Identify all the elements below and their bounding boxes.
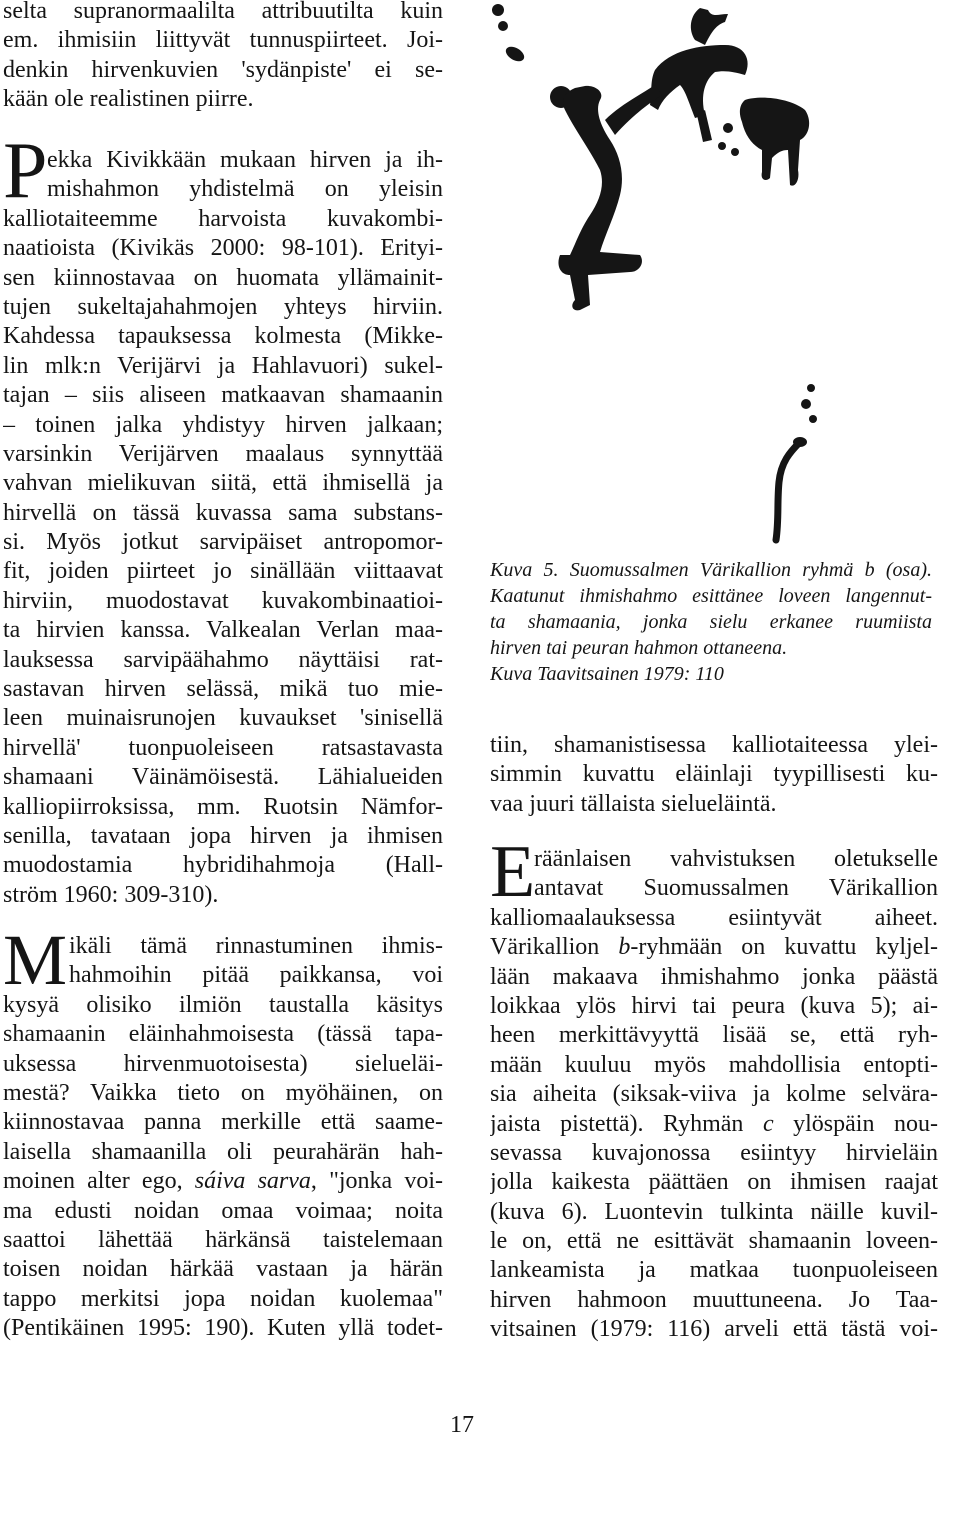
text-line: ström 1960: 309-310). [3,881,219,908]
text-line: lauksessa sarvipäähahmo näyttäisi rat- [3,646,443,673]
text-line: Kahdessa tapauksessa kolmesta (Mikke- [3,323,443,350]
text-line: selta supranormaalilta attribuutilta kuin [3,0,443,24]
text-line: toisen noidan härkää vastaan ja härän [3,1256,443,1283]
paragraph-lines [490,731,938,819]
paint-dot [503,44,526,64]
text-line: ta hirvien kanssa. Valkealan Verlan maa- [3,617,443,644]
text-line: laisella shamaanilla oli peurahärän hah- [3,1138,443,1165]
paint-dot [807,384,815,392]
text-line: shamaani Väinämöisestä. Lähialueiden [3,764,443,791]
text-line: tajan – siis aliseen matkaavan shamaanin [3,382,443,409]
paragraph-lines [490,845,938,1345]
text-span: Värikallion [490,934,619,961]
paragraph-5 [490,831,938,1345]
paint-dot [731,148,739,156]
text-line: mään kuuluu myös mahdollisia entopti- [490,1051,938,1078]
text-line: hirvellä on tässä kuvassa sama substans- [3,499,443,526]
text-line: hirviin, muodostavat kuvakombinaatioi- [3,587,443,614]
text-line: kalliotaiteemme harvoista kuvakombi- [3,205,443,232]
text-line: heen merkittävyyttä lisää se, että ryh- [490,1022,938,1049]
paint-dot [718,142,726,150]
page-number: 17 [450,1412,474,1438]
text-line: (kuva 6). Luontevin tulkinta näille kuvil- [490,1198,938,1225]
text-line: kään ole realistinen piirre. [3,86,254,113]
text-line: lankeamista ja matkaa tuonpuoleiseen [490,1257,938,1284]
text-line: muodostamia hybridihahmoja (Hall- [3,852,443,879]
rock-painting-figure [488,0,960,560]
text-line: vahvan mielikuvan siitä, että ihmisellä ja [3,470,443,497]
caption-lines [490,557,932,583]
paint-dot [498,21,508,31]
text-line: denkin hirvenkuvien 'sydänpiste' ei se- [3,56,443,83]
drop-cap: E [490,831,536,913]
text-line: jolla kaikesta päättäen on ihmisen raajat [490,1169,938,1196]
caption-credit [490,661,932,687]
elk-leg-shape [697,110,712,142]
text-line: lään makaava ihmishahmo jonka päästä [490,963,938,990]
text-line [490,933,938,962]
elk-antler-shape [691,8,728,45]
text-line: ta shamaania, jonka sielu erkanee ruumiista [490,611,932,633]
text-line: vaa juuri tällaista sielueläintä. [490,790,777,817]
text-line: tujen sukeltajahahmojen yhteys hirviin. [3,293,443,320]
text-line: Kuva Taavitsainen 1979: 110 [490,663,724,685]
leaping-elk-shape [650,45,748,118]
italic-text: c [762,1110,774,1137]
text-line: ma edusti noidan omaa voimaa; noita [3,1197,443,1224]
text-line: tiin, shamanistisessa kalliotaiteessa ylei- [490,732,938,758]
italic-text: b [618,934,631,961]
text-line: uksessa hirvenmuotoisesta) sielueläi- [3,1050,443,1077]
text-line: kiinnostavaa panna merkille että saame- [3,1109,443,1136]
text-line [3,1167,443,1196]
text-line: vitsainen (1979: 116) arveli että tästä voi- [490,1316,938,1343]
text-line: kysyä olisiko ilmiön taustalla käsitys [3,991,443,1018]
zigzag-line-shape [776,442,800,540]
text-line: räänlaisen vahvistuksen oletukselle [534,846,938,872]
paragraph-lines [3,146,443,910]
animal-shape [740,98,809,186]
text-line: naatioista (Kivikäs 2000: 98-101). Erityi- [3,235,443,262]
human-limb-shape [605,85,662,135]
text-span: jaista pistettä). Ryhmän [490,1110,763,1137]
text-line: loikkaa ylös hirvi tai peura (kuva 5); ai- [490,992,938,1019]
caption-body [490,583,932,661]
text-line: hirven hahmoon muuttuneena. Jo Taa- [490,1286,938,1313]
text-line: ekka Kivikkään mukaan hirven ja ih- [47,147,443,173]
text-line: sia aiheita (siksak-viiva ja kolme selvära- [490,1081,938,1108]
text-line: kalliomaalauksessa esiintyvät aiheet. [490,904,938,931]
text-line: mishahmon yhdistelmä on yleisin [47,176,443,203]
text-span: , "jonka voi- [310,1168,443,1195]
text-line: le on, että ne esittävät shamaanin loveen- [490,1228,938,1255]
text-line: leen muinaisrunojen kuvaukset 'sinisellä [3,705,443,732]
text-line [490,1110,938,1139]
text-line: em. ihmisiin liittyvät tunnuspiirteet. Joi- [3,27,443,54]
text-line: shamaanin eläinhahmoisesta (tässä tapa- [3,1021,443,1048]
text-line: Kuva 5. Suomussalmen Värikallion ryhmä b (osa). [490,559,932,581]
paragraph-3 [3,920,443,1343]
text-span: ylöspäin nou- [773,1110,938,1137]
caption-lines [490,583,932,661]
text-line: saattoi lähettää härkänsä taistelemaan [3,1226,443,1253]
drop-cap: P [3,127,48,215]
text-line: sen kiinnostavaa on huomata yllämainit- [3,264,443,291]
paragraph-4 [490,731,938,819]
text-span: -ryhmään on kuvattu kyljel- [630,934,938,961]
caption-lines [490,661,932,687]
text-line: mestä? Vaikka tieto on myöhäinen, on [3,1079,443,1106]
text-line: Kaatunut ihmishahmo esittänee loveen langennut- [490,585,932,607]
paragraph-lines [3,0,443,115]
text-line: hahmoihin pitää paikkansa, voi [69,962,443,989]
paint-dot [492,4,504,16]
text-line: simmin kuvattu eläinlaji tyypillisesti ku- [490,761,938,788]
text-line: si. Myös jotkut sarvipäiset antropomor- [3,529,443,556]
paint-dot [723,123,733,133]
figure-caption [490,557,932,687]
paragraph-lines [3,932,443,1343]
paint-dot [801,399,811,409]
paint-dot [809,415,817,423]
italic-text: sáiva sarva [194,1168,311,1195]
text-line: varsinkin Verijärven maalaus synnyttää [3,440,443,467]
text-line: tappo merkitsi jopa noidan kuolemaa" [3,1285,443,1312]
text-line: antavat Suomussalmen Värikallion [534,875,938,902]
text-line: lin mlk:n Verijärvi ja Hahlavuori) sukel- [3,352,443,379]
drop-cap: M [3,920,68,1000]
text-line: hirvellä' tuonpuoleiseen ratsastavasta [3,734,443,761]
text-line: fit, joiden piirteet jo sinällään viittaavat [3,558,443,585]
paragraph-2 [3,127,443,910]
text-span: moinen alter ego, [3,1168,195,1195]
text-line: sevassa kuvajonossa esiintyy hirvieläin [490,1139,938,1166]
text-line: – toinen jalka yhdistyy hirven jalkaan; [3,411,443,438]
text-line: sastavan hirven selässä, mikä tuo mie- [3,676,443,703]
text-line: ikäli tämä rinnastuminen ihmis- [69,933,443,959]
text-line: hirven tai peuran hahmon ottaneena. [490,637,788,659]
caption-title [490,557,932,583]
text-line: kalliopiirroksissa, mm. Ruotsin Nämfor- [3,793,443,820]
text-line: (Pentikäinen 1995: 190). Kuten yllä todet- [3,1315,443,1342]
text-line: senilla, tavataan jopa hirven ja ihmisen [3,822,443,849]
paragraph-1 [3,0,443,115]
